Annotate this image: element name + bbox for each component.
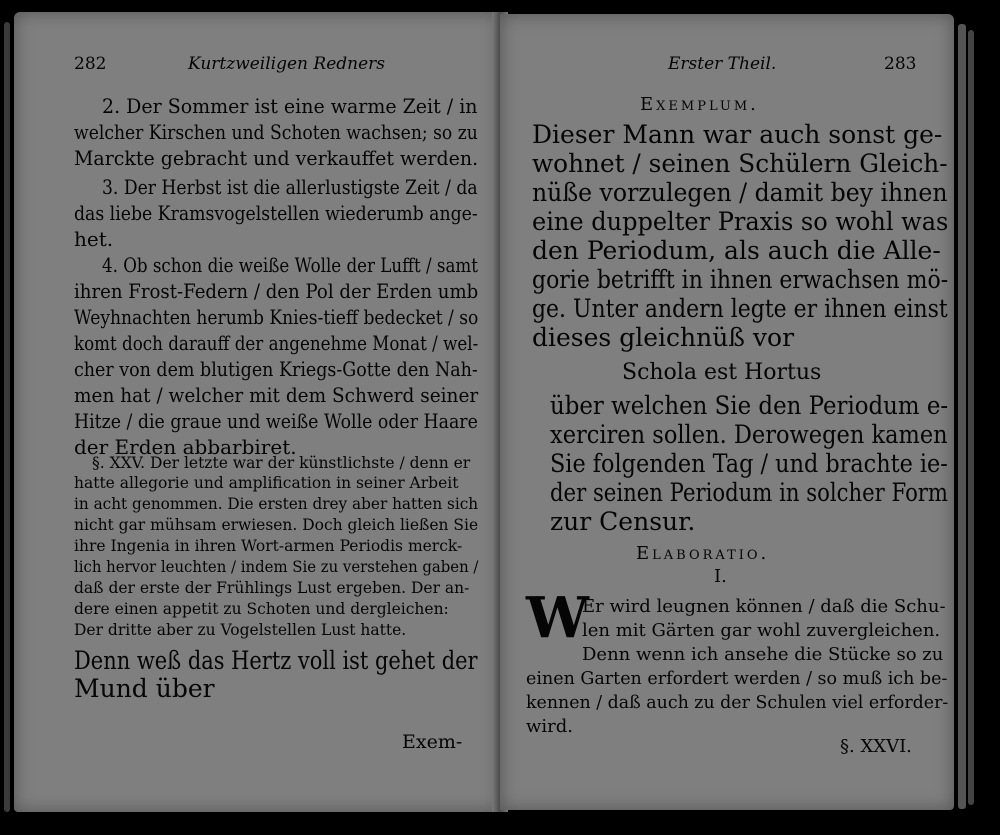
left-line-12: men hat / welcher mit dem Schwerd seiner	[74, 383, 479, 407]
left-line-23: Der dritte aber zu Vogelstellen Lust hatte.	[74, 621, 407, 639]
right-running-head: Erster Theil.	[668, 54, 777, 74]
left-line-8: ihren Frost-Federn / den Pol der Erden umb	[74, 279, 479, 303]
exemplum-heading: Exemplum.	[640, 94, 759, 115]
right-line-13: der seinen Periodum in solcher Form	[550, 478, 949, 507]
left-line-13: Hitze / die graue und weiße Wolle oder Haare	[74, 409, 478, 433]
left-line-19: ihre Ingenia in ihren Wort-armen Periodis merck-	[74, 537, 463, 555]
right-line-20: wird.	[526, 716, 574, 737]
right-line-11: xerciren sollen. Derowegen kamen	[550, 420, 948, 449]
left-line-15: §. XXV. Der letzte war der künstlichste / denn er	[92, 454, 471, 472]
right-line-17: Denn wenn ich ansehe die Stücke so zu	[582, 644, 944, 665]
left-line-1: 2. Der Sommer ist eine warme Zeit / in	[102, 94, 478, 118]
left-running-head: Kurtzweiligen Redners	[188, 54, 386, 74]
left-line-9: Weyhnachten herumb Knies-tieff bedecket / so	[74, 305, 479, 329]
right-catchword: §. XXVI.	[840, 736, 912, 757]
left-line-6: het.	[74, 227, 114, 251]
right-line-10: über welchen Sie den Periodum e-	[550, 391, 949, 420]
right-line-2: wohnet / seinen Schülern Gleich-	[532, 149, 948, 178]
right-line-16: len mit Gärten gar wohl zuvergleichen.	[582, 620, 941, 641]
left-catchword: Exem-	[402, 731, 463, 753]
right-line-19: kennen / daß auch zu der Schulen viel erforder-	[526, 692, 949, 713]
right-line-5: den Periodum, als auch die Alle-	[532, 236, 941, 265]
schola-est-hortus: Schola est Hortus	[622, 360, 822, 385]
left-line-14: der Erden abbarbiret.	[74, 435, 297, 459]
elaboratio-heading: Elaboratio.	[636, 543, 770, 564]
left-page-number: 282	[74, 54, 107, 74]
left-line-16: hatte allegorie und amplification in seiner Arbeit	[74, 474, 459, 492]
left-line-21: daß der erste der Frühlings Lust ergeben. Der an-	[74, 579, 470, 597]
left-line-25: Mund über	[74, 674, 215, 703]
left-line-18: nicht gar mühsam erwiesen. Doch gleich ließen Sie	[74, 516, 479, 534]
right-line-18: einen Garten erfordert werden / so muß ich be-	[526, 668, 948, 689]
left-line-3: Marckte gebracht und verkauffet werden.	[74, 146, 479, 170]
right-page-number: 283	[884, 54, 917, 74]
left-line-11: cher von dem blutigen Kriegs-Gotte den Nah-	[74, 357, 478, 381]
left-line-5: das liebe Kramsvogelstellen wiederumb ange-	[74, 201, 478, 225]
left-line-10: komt doch darauff der angenehme Monat / wel-	[74, 331, 479, 355]
left-line-2: welcher Kirschen und Schoten wachsen; so zu	[74, 120, 478, 144]
right-line-4: eine duppelter Praxis so wohl was	[532, 207, 949, 236]
left-line-4: 3. Der Herbst ist die allerlustigste Zeit / da	[102, 175, 478, 199]
left-line-17: in acht genommen. Die ersten drey aber hatten sich	[74, 495, 479, 513]
right-line-14: zur Censur.	[550, 507, 696, 536]
section-numeral: I.	[714, 566, 727, 587]
left-line-20: lich hervor leuchten / indem Sie zu verstehen gaben /	[74, 558, 479, 576]
left-line-24: Denn weß das Hertz voll ist gehet der	[74, 646, 478, 675]
right-line-8: dieses gleichnüß vor	[532, 323, 795, 352]
left-line-22: dere einen appetit zu Schoten und dergleichen:	[74, 600, 449, 618]
right-line-6: gorie betrifft in ihnen erwachsen mö-	[532, 265, 949, 294]
drop-cap-letter: W	[526, 585, 589, 651]
right-line-1: Dieser Mann war auch sonst ge-	[532, 120, 943, 149]
left-line-7: 4. Ob schon die weiße Wolle der Lufft / samt	[102, 253, 478, 277]
right-line-15: Er wird leugnen können / daß die Schu-	[582, 596, 946, 617]
right-page-edge	[958, 24, 966, 809]
left-page-edge	[4, 22, 10, 812]
right-page-edge-outer	[968, 30, 974, 805]
right-line-7: ge. Unter andern legte er ihnen einst	[532, 294, 948, 323]
right-line-3: nüße vorzulegen / damit bey ihnen	[532, 178, 948, 207]
right-line-12: Sie folgenden Tag / und brachte ie-	[550, 449, 948, 478]
